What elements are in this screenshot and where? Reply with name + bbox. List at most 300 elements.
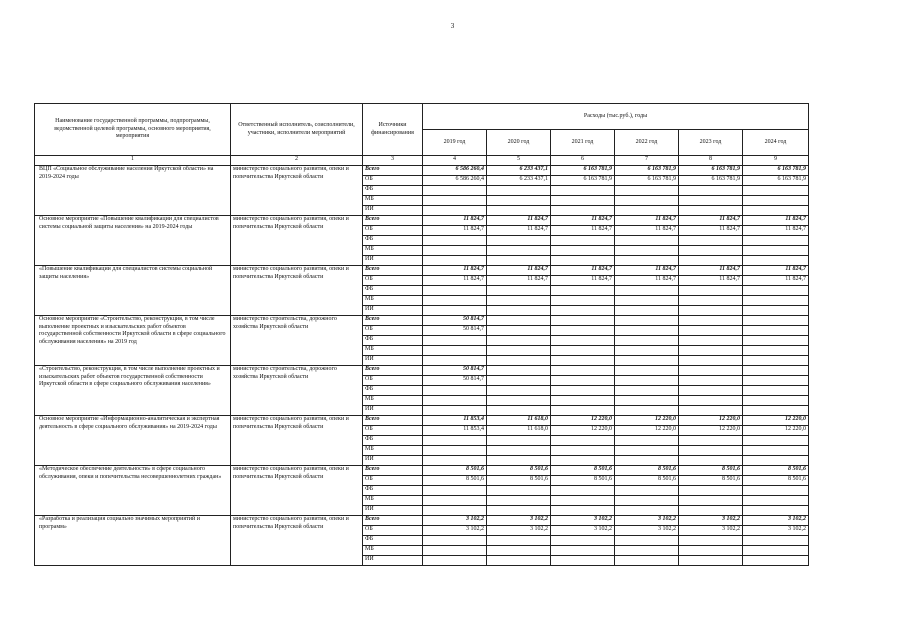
table-row-total <box>35 216 809 226</box>
amount-cell: 3 102,2 <box>615 516 679 526</box>
amount-cell <box>743 496 809 506</box>
table-row-total <box>35 366 809 376</box>
amount-cell: 8 501,6 <box>487 476 551 486</box>
amount-cell <box>743 556 809 566</box>
amount-cell <box>679 316 743 326</box>
source-cell: Всего <box>363 216 423 226</box>
index-cell: 7 <box>615 156 679 166</box>
amount-cell <box>551 446 615 456</box>
amount-cell <box>679 376 743 386</box>
amount-cell <box>551 326 615 336</box>
index-cell: 2 <box>231 156 363 166</box>
source-cell: МБ <box>363 496 423 506</box>
amount-cell <box>551 486 615 496</box>
amount-cell <box>551 366 615 376</box>
amount-cell: 11 824,7 <box>615 216 679 226</box>
header-source: Источники финансирования <box>363 104 423 156</box>
amount-cell: 6 586 260,4 <box>423 176 487 186</box>
executor-cell: министерство социального развития, опеки и попечительства Иркутской области <box>231 266 363 316</box>
amount-cell: 3 102,2 <box>423 526 487 536</box>
amount-cell: 8 501,6 <box>615 466 679 476</box>
amount-cell <box>487 456 551 466</box>
amount-cell: 12 220,0 <box>679 416 743 426</box>
amount-cell <box>615 336 679 346</box>
amount-cell <box>679 396 743 406</box>
amount-cell <box>615 296 679 306</box>
amount-cell <box>679 306 743 316</box>
header-year: 2023 год <box>679 130 743 156</box>
source-cell: ИИ <box>363 356 423 366</box>
amount-cell <box>487 256 551 266</box>
amount-cell <box>615 366 679 376</box>
source-cell: ИИ <box>363 556 423 566</box>
amount-cell <box>679 336 743 346</box>
amount-cell <box>487 396 551 406</box>
index-cell: 5 <box>487 156 551 166</box>
source-cell: ФБ <box>363 236 423 246</box>
amount-cell <box>743 436 809 446</box>
amount-cell <box>551 206 615 216</box>
amount-cell: 3 102,2 <box>679 516 743 526</box>
amount-cell <box>551 406 615 416</box>
program-name-cell: «Разработка и реализация социально значимых мероприятий и программ» <box>35 516 231 566</box>
amount-cell <box>487 536 551 546</box>
source-cell: Всего <box>363 416 423 426</box>
amount-cell: 11 824,7 <box>743 266 809 276</box>
amount-cell <box>423 486 487 496</box>
amount-cell <box>679 256 743 266</box>
amount-cell: 6 163 781,9 <box>679 166 743 176</box>
amount-cell: 11 824,7 <box>487 266 551 276</box>
amount-cell <box>679 486 743 496</box>
executor-cell: министерство социального развития, опеки и попечительства Иркутской области <box>231 466 363 516</box>
source-cell: ИИ <box>363 206 423 216</box>
amount-cell <box>743 206 809 216</box>
amount-cell: 11 824,7 <box>551 226 615 236</box>
amount-cell <box>487 286 551 296</box>
source-cell: Всего <box>363 316 423 326</box>
amount-cell: 6 233 437,1 <box>487 166 551 176</box>
amount-cell <box>615 396 679 406</box>
source-cell: ОБ <box>363 526 423 536</box>
amount-cell <box>487 486 551 496</box>
amount-cell <box>551 296 615 306</box>
amount-cell <box>487 246 551 256</box>
amount-cell: 12 220,0 <box>551 416 615 426</box>
amount-cell: 3 102,2 <box>679 526 743 536</box>
amount-cell <box>743 256 809 266</box>
amount-cell <box>423 446 487 456</box>
index-cell: 3 <box>363 156 423 166</box>
amount-cell: 12 220,0 <box>615 426 679 436</box>
amount-cell <box>551 546 615 556</box>
amount-cell <box>615 356 679 366</box>
program-name-cell: «Методическое обеспечение деятельности» в сфере социального обслуживания, опеки и попечительства несовершеннолетних граждан» <box>35 466 231 516</box>
amount-cell <box>423 386 487 396</box>
source-cell: ОБ <box>363 176 423 186</box>
amount-cell <box>423 436 487 446</box>
program-name-cell: «Строительство, реконструкция, в том числе выполнение проектных и изыскательских работ объектов государственной собственности Иркутской области в сфере социального обслуживания населения» <box>35 366 231 416</box>
amount-cell: 11 824,7 <box>423 276 487 286</box>
amount-cell <box>615 326 679 336</box>
amount-cell <box>487 496 551 506</box>
amount-cell <box>743 446 809 456</box>
program-name-cell: Основное мероприятие «Информационно-аналитическая и экспертная деятельность в сфере социального обслуживания» на 2019-2024 годы <box>35 416 231 466</box>
amount-cell <box>679 406 743 416</box>
amount-cell <box>743 336 809 346</box>
source-cell: Всего <box>363 166 423 176</box>
amount-cell <box>743 506 809 516</box>
amount-cell <box>423 546 487 556</box>
amount-cell <box>551 236 615 246</box>
source-cell: ИИ <box>363 256 423 266</box>
source-cell: МБ <box>363 446 423 456</box>
amount-cell <box>679 356 743 366</box>
amount-cell <box>679 496 743 506</box>
amount-cell <box>551 346 615 356</box>
amount-cell <box>487 406 551 416</box>
source-cell: МБ <box>363 296 423 306</box>
amount-cell <box>423 396 487 406</box>
amount-cell <box>423 256 487 266</box>
amount-cell: 11 824,7 <box>551 276 615 286</box>
amount-cell: 11 824,7 <box>615 226 679 236</box>
amount-cell <box>551 396 615 406</box>
amount-cell: 11 618,0 <box>487 426 551 436</box>
amount-cell: 8 501,6 <box>423 476 487 486</box>
amount-cell: 3 102,2 <box>743 526 809 536</box>
table-row-total <box>35 266 809 276</box>
amount-cell <box>551 196 615 206</box>
amount-cell: 3 102,2 <box>423 516 487 526</box>
amount-cell: 12 220,0 <box>615 416 679 426</box>
amount-cell: 8 501,6 <box>615 476 679 486</box>
amount-cell: 3 102,2 <box>551 526 615 536</box>
amount-cell <box>423 406 487 416</box>
amount-cell <box>487 376 551 386</box>
amount-cell <box>551 386 615 396</box>
amount-cell <box>679 246 743 256</box>
amount-cell <box>423 356 487 366</box>
amount-cell <box>551 316 615 326</box>
amount-cell <box>743 546 809 556</box>
amount-cell: 11 824,7 <box>679 266 743 276</box>
amount-cell <box>743 536 809 546</box>
table-body <box>35 166 809 566</box>
amount-cell <box>679 296 743 306</box>
source-cell: ОБ <box>363 326 423 336</box>
program-name-cell: ВЦП «Социальное обслуживание населения Иркутской области» на 2019-2024 годы <box>35 166 231 216</box>
amount-cell: 3 102,2 <box>615 526 679 536</box>
source-cell: МБ <box>363 546 423 556</box>
amount-cell <box>551 536 615 546</box>
amount-cell <box>487 446 551 456</box>
amount-cell <box>743 306 809 316</box>
amount-cell <box>423 286 487 296</box>
amount-cell <box>615 496 679 506</box>
amount-cell <box>615 386 679 396</box>
amount-cell: 11 618,0 <box>487 416 551 426</box>
amount-cell: 6 163 781,9 <box>551 166 615 176</box>
source-cell: ФБ <box>363 186 423 196</box>
amount-cell: 11 824,7 <box>679 216 743 226</box>
amount-cell <box>615 256 679 266</box>
page-number: 3 <box>450 22 455 30</box>
amount-cell <box>615 556 679 566</box>
amount-cell <box>423 306 487 316</box>
header-name: Наименование государственной программы, подпрограммы, ведомственной целевой программы, основного мероприятия, мероприятия <box>35 104 231 156</box>
amount-cell <box>487 386 551 396</box>
amount-cell <box>487 556 551 566</box>
amount-cell <box>743 456 809 466</box>
amount-cell: 50 814,7 <box>423 326 487 336</box>
amount-cell <box>551 286 615 296</box>
amount-cell: 6 163 781,9 <box>551 176 615 186</box>
amount-cell <box>551 336 615 346</box>
amount-cell: 6 163 781,9 <box>743 176 809 186</box>
amount-cell <box>615 456 679 466</box>
amount-cell: 8 501,6 <box>551 476 615 486</box>
amount-cell <box>743 296 809 306</box>
header-year: 2020 год <box>487 130 551 156</box>
amount-cell <box>743 246 809 256</box>
header-year: 2022 год <box>615 130 679 156</box>
source-cell: ФБ <box>363 336 423 346</box>
executor-cell: министерство социального развития, опеки и попечительства Иркутской области <box>231 166 363 216</box>
budget-table <box>34 103 809 566</box>
amount-cell <box>743 366 809 376</box>
amount-cell <box>487 356 551 366</box>
amount-cell: 11 824,7 <box>615 266 679 276</box>
amount-cell: 8 501,6 <box>551 466 615 476</box>
source-cell: МБ <box>363 346 423 356</box>
amount-cell: 11 824,7 <box>487 276 551 286</box>
amount-cell: 11 853,4 <box>423 426 487 436</box>
amount-cell <box>615 486 679 496</box>
amount-cell <box>487 506 551 516</box>
amount-cell: 11 824,7 <box>551 266 615 276</box>
amount-cell: 50 814,7 <box>423 366 487 376</box>
amount-cell <box>423 336 487 346</box>
amount-cell <box>679 456 743 466</box>
program-name-cell: Основное мероприятие «Повышение квалификации для специалистов системы социальной защиты населения» на 2019-2024 годы <box>35 216 231 266</box>
amount-cell: 6 163 781,9 <box>743 166 809 176</box>
source-cell: МБ <box>363 246 423 256</box>
source-cell: Всего <box>363 516 423 526</box>
amount-cell <box>679 346 743 356</box>
amount-cell: 11 824,7 <box>615 276 679 286</box>
amount-cell: 11 853,4 <box>423 416 487 426</box>
amount-cell <box>743 486 809 496</box>
amount-cell <box>679 556 743 566</box>
amount-cell <box>487 206 551 216</box>
amount-cell <box>679 536 743 546</box>
amount-cell <box>743 186 809 196</box>
amount-cell <box>679 196 743 206</box>
source-cell: ОБ <box>363 476 423 486</box>
amount-cell <box>551 506 615 516</box>
amount-cell <box>423 496 487 506</box>
amount-cell: 11 824,7 <box>487 216 551 226</box>
amount-cell <box>615 186 679 196</box>
amount-cell: 3 102,2 <box>487 526 551 536</box>
header-year: 2021 год <box>551 130 615 156</box>
header-year: 2024 год <box>743 130 809 156</box>
amount-cell <box>423 556 487 566</box>
amount-cell <box>615 376 679 386</box>
amount-cell: 11 824,7 <box>423 226 487 236</box>
program-name-cell: Основное мероприятие «Строительство, реконструкция, в том числе выполнение проектных и изыскательских работ объектов государственной собственности Иркутской области в сфере социального обслуживания населения» на 2019 год <box>35 316 231 366</box>
amount-cell: 8 501,6 <box>679 466 743 476</box>
amount-cell <box>615 346 679 356</box>
source-cell: ИИ <box>363 406 423 416</box>
amount-cell: 3 102,2 <box>743 516 809 526</box>
amount-cell: 8 501,6 <box>423 466 487 476</box>
amount-cell <box>615 316 679 326</box>
amount-cell <box>615 506 679 516</box>
amount-cell: 6 233 437,1 <box>487 176 551 186</box>
amount-cell <box>423 536 487 546</box>
header-year: 2019 год <box>423 130 487 156</box>
amount-cell <box>487 336 551 346</box>
amount-cell: 6 586 260,4 <box>423 166 487 176</box>
amount-cell <box>487 236 551 246</box>
amount-cell <box>487 546 551 556</box>
amount-cell <box>743 376 809 386</box>
amount-cell <box>679 436 743 446</box>
source-cell: Всего <box>363 366 423 376</box>
source-cell: ИИ <box>363 306 423 316</box>
table-row-total <box>35 166 809 176</box>
source-cell: ОБ <box>363 226 423 236</box>
source-cell: ФБ <box>363 386 423 396</box>
index-row <box>35 156 809 166</box>
source-cell: Всего <box>363 266 423 276</box>
amount-cell <box>679 506 743 516</box>
amount-cell <box>615 306 679 316</box>
amount-cell <box>551 246 615 256</box>
amount-cell <box>423 186 487 196</box>
amount-cell: 11 824,7 <box>743 216 809 226</box>
amount-cell <box>743 316 809 326</box>
table-row-total <box>35 466 809 476</box>
source-cell: ФБ <box>363 486 423 496</box>
amount-cell: 12 220,0 <box>743 426 809 436</box>
amount-cell <box>551 556 615 566</box>
amount-cell <box>487 306 551 316</box>
amount-cell: 3 102,2 <box>551 516 615 526</box>
amount-cell: 11 824,7 <box>743 226 809 236</box>
amount-cell <box>615 196 679 206</box>
source-cell: ОБ <box>363 376 423 386</box>
index-cell: 8 <box>679 156 743 166</box>
amount-cell <box>743 346 809 356</box>
table-row-total <box>35 516 809 526</box>
amount-cell: 11 824,7 <box>743 276 809 286</box>
amount-cell: 11 824,7 <box>679 226 743 236</box>
amount-cell <box>615 436 679 446</box>
amount-cell <box>679 286 743 296</box>
amount-cell: 6 163 781,9 <box>615 166 679 176</box>
amount-cell <box>679 366 743 376</box>
source-cell: МБ <box>363 396 423 406</box>
header-executor: Ответственный исполнитель, соисполнители, участники, исполнители мероприятий <box>231 104 363 156</box>
amount-cell <box>551 306 615 316</box>
source-cell: ФБ <box>363 286 423 296</box>
amount-cell <box>615 286 679 296</box>
amount-cell <box>423 246 487 256</box>
executor-cell: министерство строительства, дорожного хозяйства Иркутской области <box>231 366 363 416</box>
executor-cell: министерство социального развития, опеки и попечительства Иркутской области <box>231 216 363 266</box>
program-name-cell: «Повышение квалификации для специалистов системы социальной защиты населения» <box>35 266 231 316</box>
amount-cell <box>679 326 743 336</box>
amount-cell <box>615 536 679 546</box>
amount-cell <box>615 236 679 246</box>
amount-cell <box>487 366 551 376</box>
amount-cell: 11 824,7 <box>423 216 487 226</box>
header-expenses: Расходы (тыс.руб.), годы <box>423 104 809 130</box>
amount-cell <box>743 386 809 396</box>
amount-cell <box>551 456 615 466</box>
amount-cell: 11 824,7 <box>551 216 615 226</box>
amount-cell <box>423 236 487 246</box>
source-cell: ОБ <box>363 426 423 436</box>
amount-cell <box>487 346 551 356</box>
amount-cell <box>743 236 809 246</box>
amount-cell <box>423 196 487 206</box>
amount-cell: 6 163 781,9 <box>679 176 743 186</box>
amount-cell <box>679 236 743 246</box>
executor-cell: министерство социального развития, опеки и попечительства Иркутской области <box>231 416 363 466</box>
amount-cell <box>551 256 615 266</box>
amount-cell <box>551 186 615 196</box>
index-cell: 1 <box>35 156 231 166</box>
source-cell: ИИ <box>363 456 423 466</box>
amount-cell <box>615 246 679 256</box>
source-cell: Всего <box>363 466 423 476</box>
amount-cell <box>551 376 615 386</box>
amount-cell <box>487 316 551 326</box>
amount-cell: 11 824,7 <box>487 226 551 236</box>
amount-cell: 50 814,7 <box>423 376 487 386</box>
amount-cell <box>679 546 743 556</box>
amount-cell <box>551 496 615 506</box>
amount-cell <box>679 446 743 456</box>
amount-cell <box>423 456 487 466</box>
amount-cell <box>615 546 679 556</box>
amount-cell: 12 220,0 <box>743 416 809 426</box>
amount-cell <box>679 386 743 396</box>
amount-cell: 6 163 781,9 <box>615 176 679 186</box>
source-cell: ФБ <box>363 436 423 446</box>
amount-cell <box>743 196 809 206</box>
amount-cell <box>743 286 809 296</box>
amount-cell <box>487 296 551 306</box>
amount-cell <box>615 446 679 456</box>
table-header <box>35 104 809 166</box>
amount-cell <box>615 406 679 416</box>
executor-cell: министерство социального развития, опеки и попечительства Иркутской области <box>231 516 363 566</box>
source-cell: ИИ <box>363 506 423 516</box>
index-cell: 9 <box>743 156 809 166</box>
amount-cell <box>423 346 487 356</box>
table-row-total <box>35 416 809 426</box>
amount-cell <box>743 396 809 406</box>
index-cell: 6 <box>551 156 615 166</box>
executor-cell: министерство строительства, дорожного хозяйства Иркутской области <box>231 316 363 366</box>
amount-cell <box>679 206 743 216</box>
index-cell: 4 <box>423 156 487 166</box>
